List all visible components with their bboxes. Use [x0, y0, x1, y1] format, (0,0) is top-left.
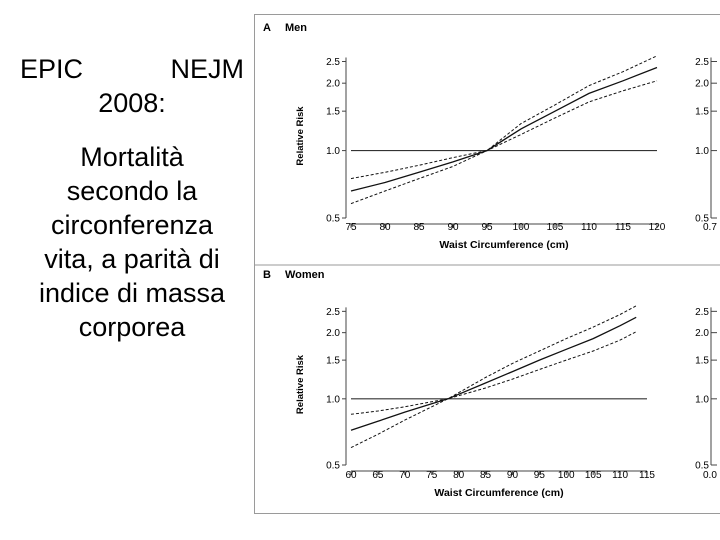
x-tick-label: 85: [479, 470, 492, 481]
confidence-band: [351, 332, 636, 448]
adjacent-y-tick-label: 2.0: [695, 78, 709, 90]
x-tick-label: 65: [372, 470, 384, 481]
figure-svg: [255, 15, 720, 513]
x-tick-label: 105: [546, 222, 564, 233]
y-tick-label: 2.5: [326, 56, 340, 68]
y-tick-label: 1.0: [326, 146, 340, 158]
y-tick-label: 1.0: [326, 394, 340, 406]
x-tick-label: 95: [481, 222, 493, 233]
caption-line: vita, a parità di: [44, 244, 220, 274]
caption-line: circonferenza: [50, 210, 214, 240]
x-tick-label: 100: [512, 222, 530, 233]
heading-epic: EPIC: [20, 54, 84, 84]
x-tick-label: 95: [533, 470, 545, 481]
x-tick-label: 110: [612, 470, 629, 481]
x-tick-label: 85: [413, 222, 425, 233]
adjacent-x-tick-label: 0.0: [703, 470, 717, 481]
x-tick-label: 115: [639, 470, 655, 481]
x-tick-label: 105: [584, 470, 602, 481]
y-tick-label: 1.5: [326, 106, 340, 118]
panel-title: Men: [285, 22, 307, 34]
adjacent-y-tick-label: 0.5: [695, 213, 709, 225]
x-tick-label: 90: [447, 222, 459, 233]
heading-nejm: NEJM: [170, 54, 244, 84]
y-axis-label: Relative Risk: [295, 354, 306, 415]
adjacent-y-tick-label: 1.0: [695, 146, 709, 158]
y-tick-label: 0.5: [326, 460, 340, 472]
x-tick-label: 80: [379, 222, 391, 233]
slide-text: [14, 52, 250, 344]
caption-line: secondo la: [66, 176, 198, 206]
x-tick-label: 90: [506, 470, 519, 481]
x-tick-label: 60: [345, 470, 357, 481]
risk-curve: [351, 68, 657, 192]
y-tick-label: 1.5: [326, 355, 340, 367]
adjacent-y-tick-label: 1.0: [695, 394, 709, 406]
adjacent-y-tick-label: 1.5: [695, 106, 709, 118]
confidence-band: [351, 81, 657, 204]
caption-line: Mortalità: [80, 142, 184, 172]
slide-caption: [14, 140, 250, 344]
x-tick-label: 115: [615, 222, 631, 233]
panel-title: Women: [285, 269, 325, 281]
adjacent-y-tick-label: 2.0: [695, 328, 709, 340]
adjacent-y-tick-label: 1.5: [695, 355, 709, 367]
x-tick-label: 110: [581, 222, 597, 233]
adjacent-y-tick-label: 2.5: [695, 56, 709, 68]
x-tick-label: 70: [399, 470, 411, 481]
panel-letter: B: [263, 269, 271, 281]
panel-letter: A: [263, 22, 271, 34]
x-tick-label: 120: [648, 222, 666, 233]
x-axis-label: Waist Circumference (cm): [434, 487, 564, 499]
y-tick-label: 2.0: [326, 328, 340, 340]
confidence-band: [351, 56, 657, 179]
caption-line: corporea: [78, 312, 186, 342]
x-axis-label: Waist Circumference (cm): [439, 239, 569, 251]
x-tick-label: 100: [557, 470, 575, 481]
y-tick-label: 2.0: [326, 78, 340, 90]
caption-line: indice di massa: [38, 278, 226, 308]
figure-panel: [254, 14, 720, 514]
x-tick-label: 75: [345, 222, 357, 233]
x-tick-label: 80: [453, 470, 465, 481]
y-tick-label: 2.5: [326, 306, 340, 318]
adjacent-x-tick-label: 0.7: [703, 222, 717, 233]
slide-heading: [14, 52, 250, 86]
y-axis-label: Relative Risk: [295, 106, 306, 166]
confidence-band: [351, 306, 636, 415]
y-tick-label: 0.5: [326, 213, 340, 225]
x-tick-label: 75: [426, 470, 438, 481]
heading-year: 2008:: [98, 88, 166, 118]
adjacent-y-tick-label: 0.5: [695, 460, 709, 472]
adjacent-y-tick-label: 2.5: [695, 306, 709, 318]
